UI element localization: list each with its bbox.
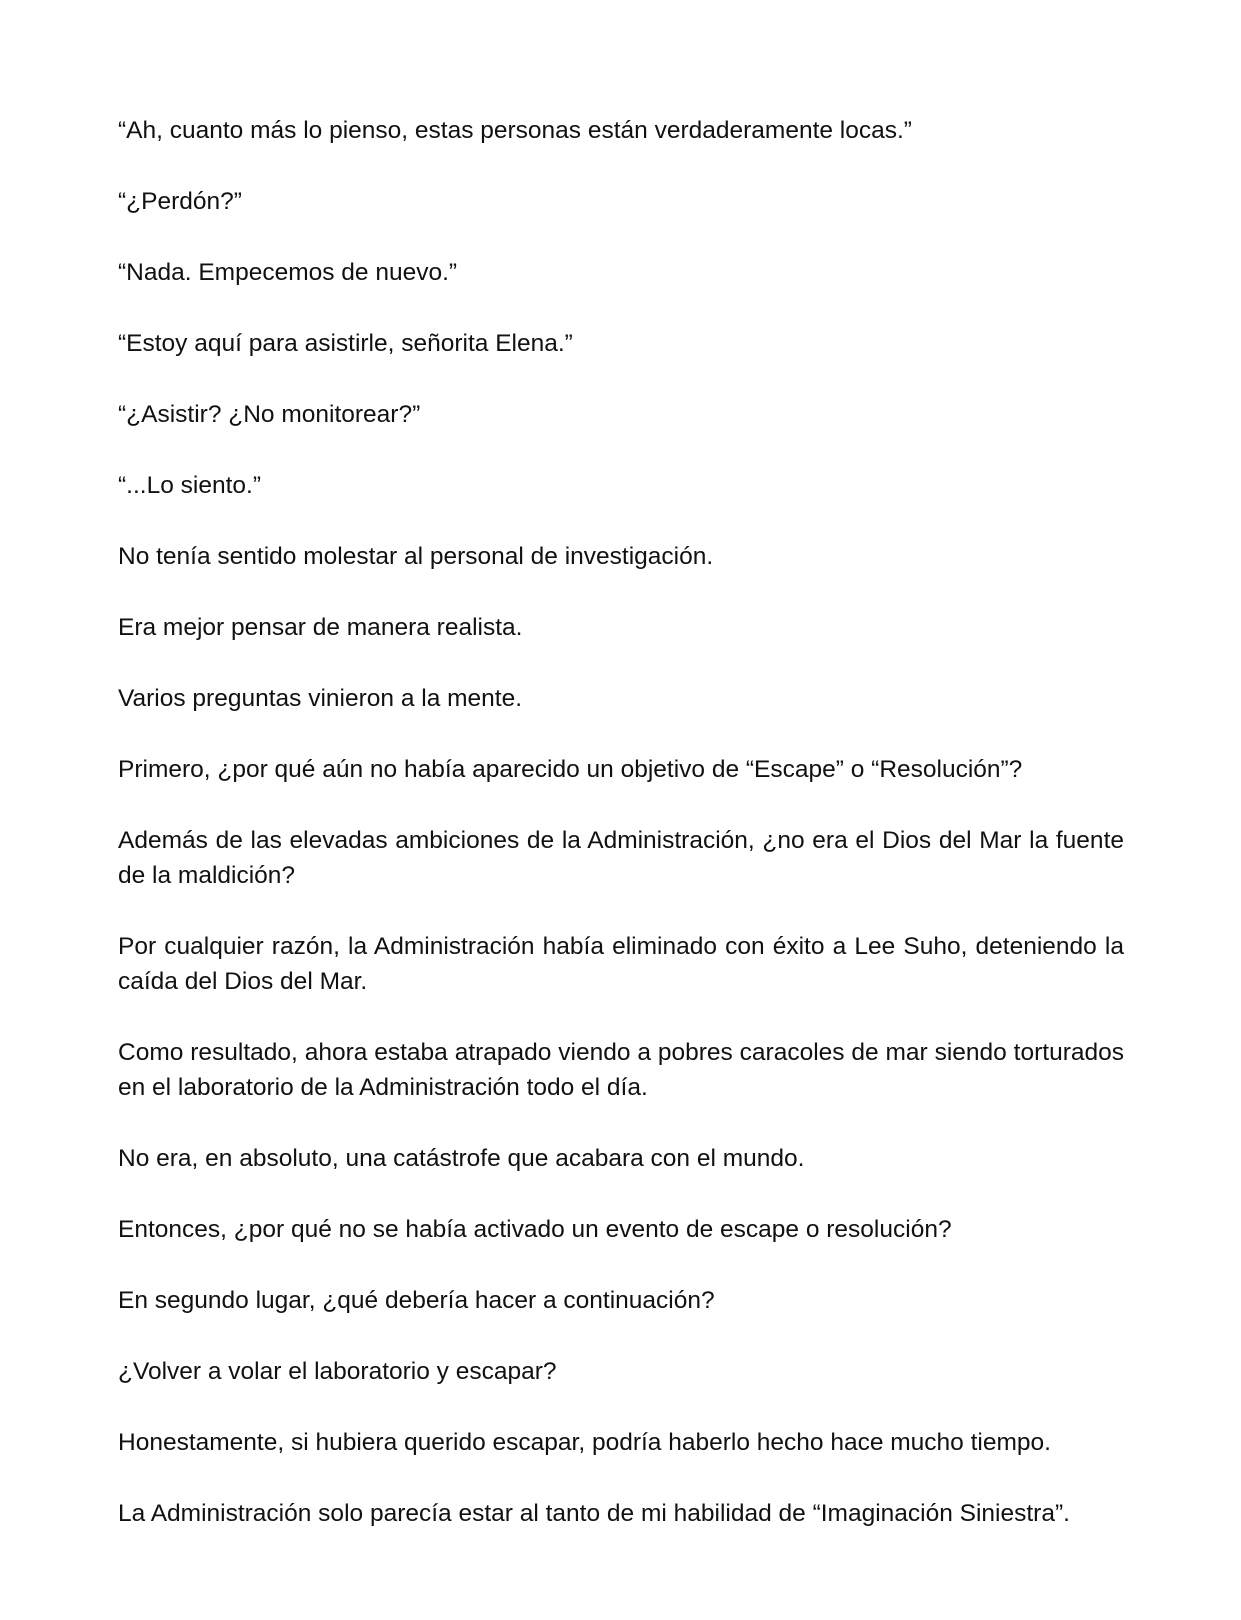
paragraph: Varios preguntas vinieron a la mente. bbox=[118, 685, 523, 712]
paragraph: “Nada. Empecemos de nuevo.” bbox=[118, 259, 458, 286]
paragraph: “Ah, cuanto más lo pienso, estas personas están verdaderamente locas.” bbox=[118, 117, 912, 144]
paragraph: Primero, ¿por qué aún no había aparecido un objetivo de “Escape” o “Resolución”? bbox=[118, 756, 1023, 783]
document-page bbox=[118, 113, 1124, 1567]
paragraph: No tenía sentido molestar al personal de investigación. bbox=[118, 543, 714, 570]
paragraph: ¿Volver a volar el laboratorio y escapar? bbox=[118, 1358, 557, 1385]
paragraph: En segundo lugar, ¿qué debería hacer a continuación? bbox=[118, 1287, 715, 1314]
paragraph: “...Lo siento.” bbox=[118, 472, 261, 499]
paragraph: Como resultado, ahora estaba atrapado viendo a pobres caracoles de mar siendo torturados en el laboratorio de la Administración todo el día. bbox=[118, 1039, 1124, 1101]
paragraph: Entonces, ¿por qué no se había activado un evento de escape o resolución? bbox=[118, 1216, 952, 1243]
paragraph: Además de las elevadas ambiciones de la Administración, ¿no era el Dios del Mar la fuente de la maldición? bbox=[118, 827, 1124, 889]
paragraph: Por cualquier razón, la Administración había eliminado con éxito a Lee Suho, deteniendo la caída del Dios del Mar. bbox=[118, 933, 1124, 995]
paragraph: “Estoy aquí para asistirle, señorita Elena.” bbox=[118, 330, 573, 357]
paragraph: “¿Perdón?” bbox=[118, 188, 242, 215]
paragraph: La Administración solo parecía estar al tanto de mi habilidad de “Imaginación Siniestra”. bbox=[118, 1500, 1070, 1527]
paragraph: No era, en absoluto, una catástrofe que acabara con el mundo. bbox=[118, 1145, 805, 1172]
paragraph: Honestamente, si hubiera querido escapar, podría haberlo hecho hace mucho tiempo. bbox=[118, 1429, 1051, 1456]
paragraph: “¿Asistir? ¿No monitorear?” bbox=[118, 401, 421, 428]
paragraph: Era mejor pensar de manera realista. bbox=[118, 614, 523, 641]
